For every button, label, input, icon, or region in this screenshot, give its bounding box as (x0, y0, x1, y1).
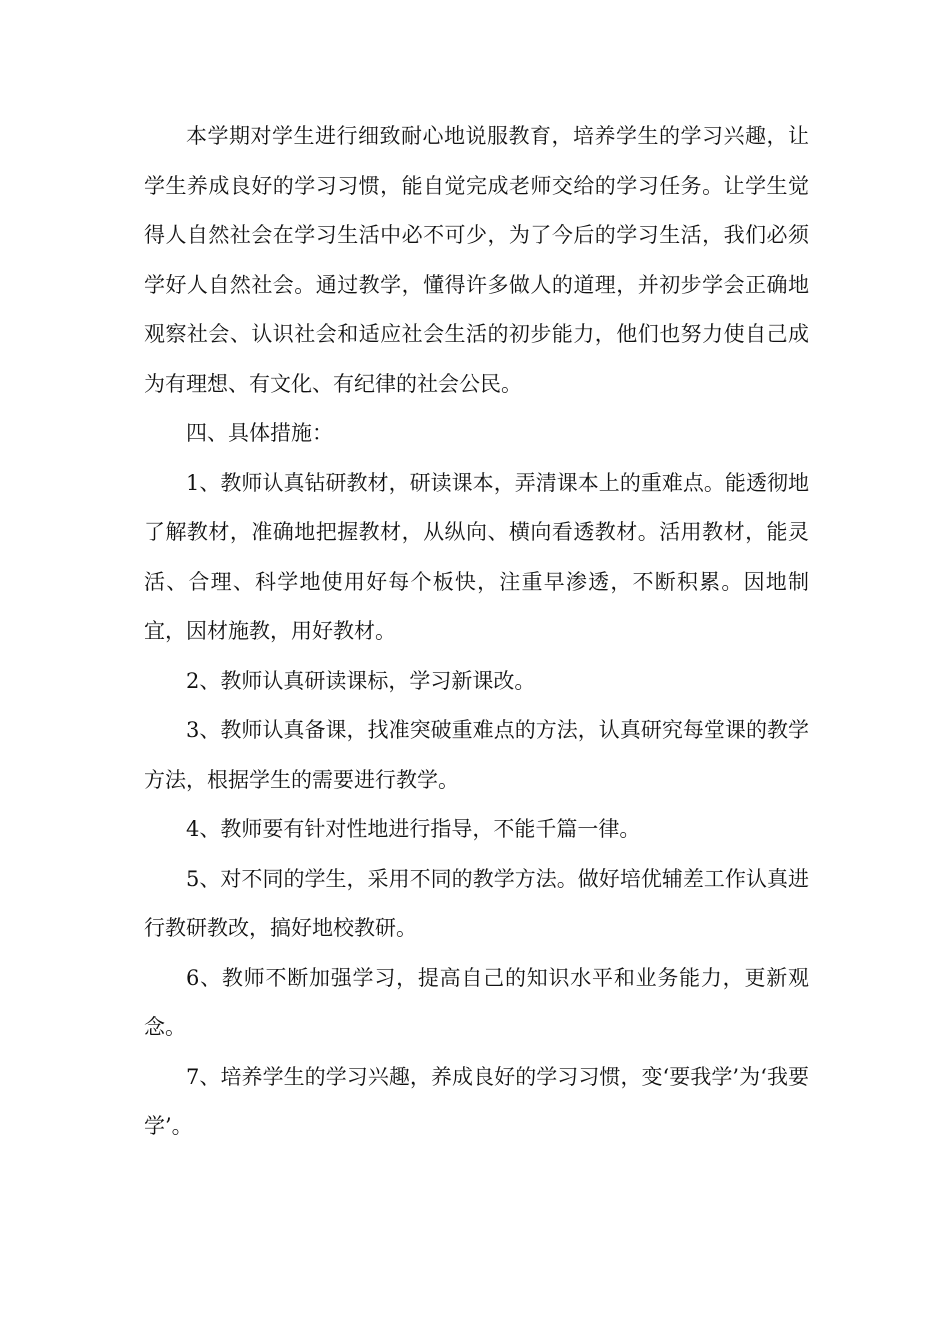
list-item: 1、教师认真钻研教材，研读课本，弄清课本上的重难点。能透彻地了解教材，准确地把握教材，从纵向、横向看透教材。活用教材，能灵活、合理、科学地使用好每个板快，注重早渗透，不断积累。因地制宜，因材施教，用好教材。 (144, 470, 809, 643)
list-item: 6、教师不断加强学习，提高自己的知识水平和业务能力，更新观念。 (144, 965, 809, 1039)
list-item: 2、教师认真研读课标，学习新课改。 (186, 668, 536, 693)
list-item: 5、对不同的学生，采用不同的教学方法。做好培优辅差工作认真进行教研教改，搞好地校教研。 (144, 866, 809, 940)
list-item: 3、教师认真备课，找准突破重难点的方法，认真研究每堂课的教学方法，根据学生的需要进行教学。 (144, 718, 809, 792)
document-body (144, 112, 809, 1152)
list-item: 7、培养学生的学习兴趣，养成良好的学习习惯，变‘要我学’为‘我要学’。 (144, 1064, 809, 1138)
list-item: 4、教师要有针对性地进行指导，不能千篇一律。 (186, 817, 641, 841)
paragraph-intro: 本学期对学生进行细致耐心地说服教育，培养学生的学习兴趣，让学生养成良好的学习习惯，能自觉完成老师交给的学习任务。让学生觉得人自然社会在学习生活中必不可少，为了今后的学习生活，我们必须学好人自然社会。通过教学，懂得许多做人的道理，并初步学会正确地观察社会、认识社会和适应社会生活的初步能力，他们也努力使自己成为有理想、有文化、有纪律的社会公民。 (144, 124, 809, 396)
section-heading-measures: 四、具体措施： (186, 421, 333, 445)
